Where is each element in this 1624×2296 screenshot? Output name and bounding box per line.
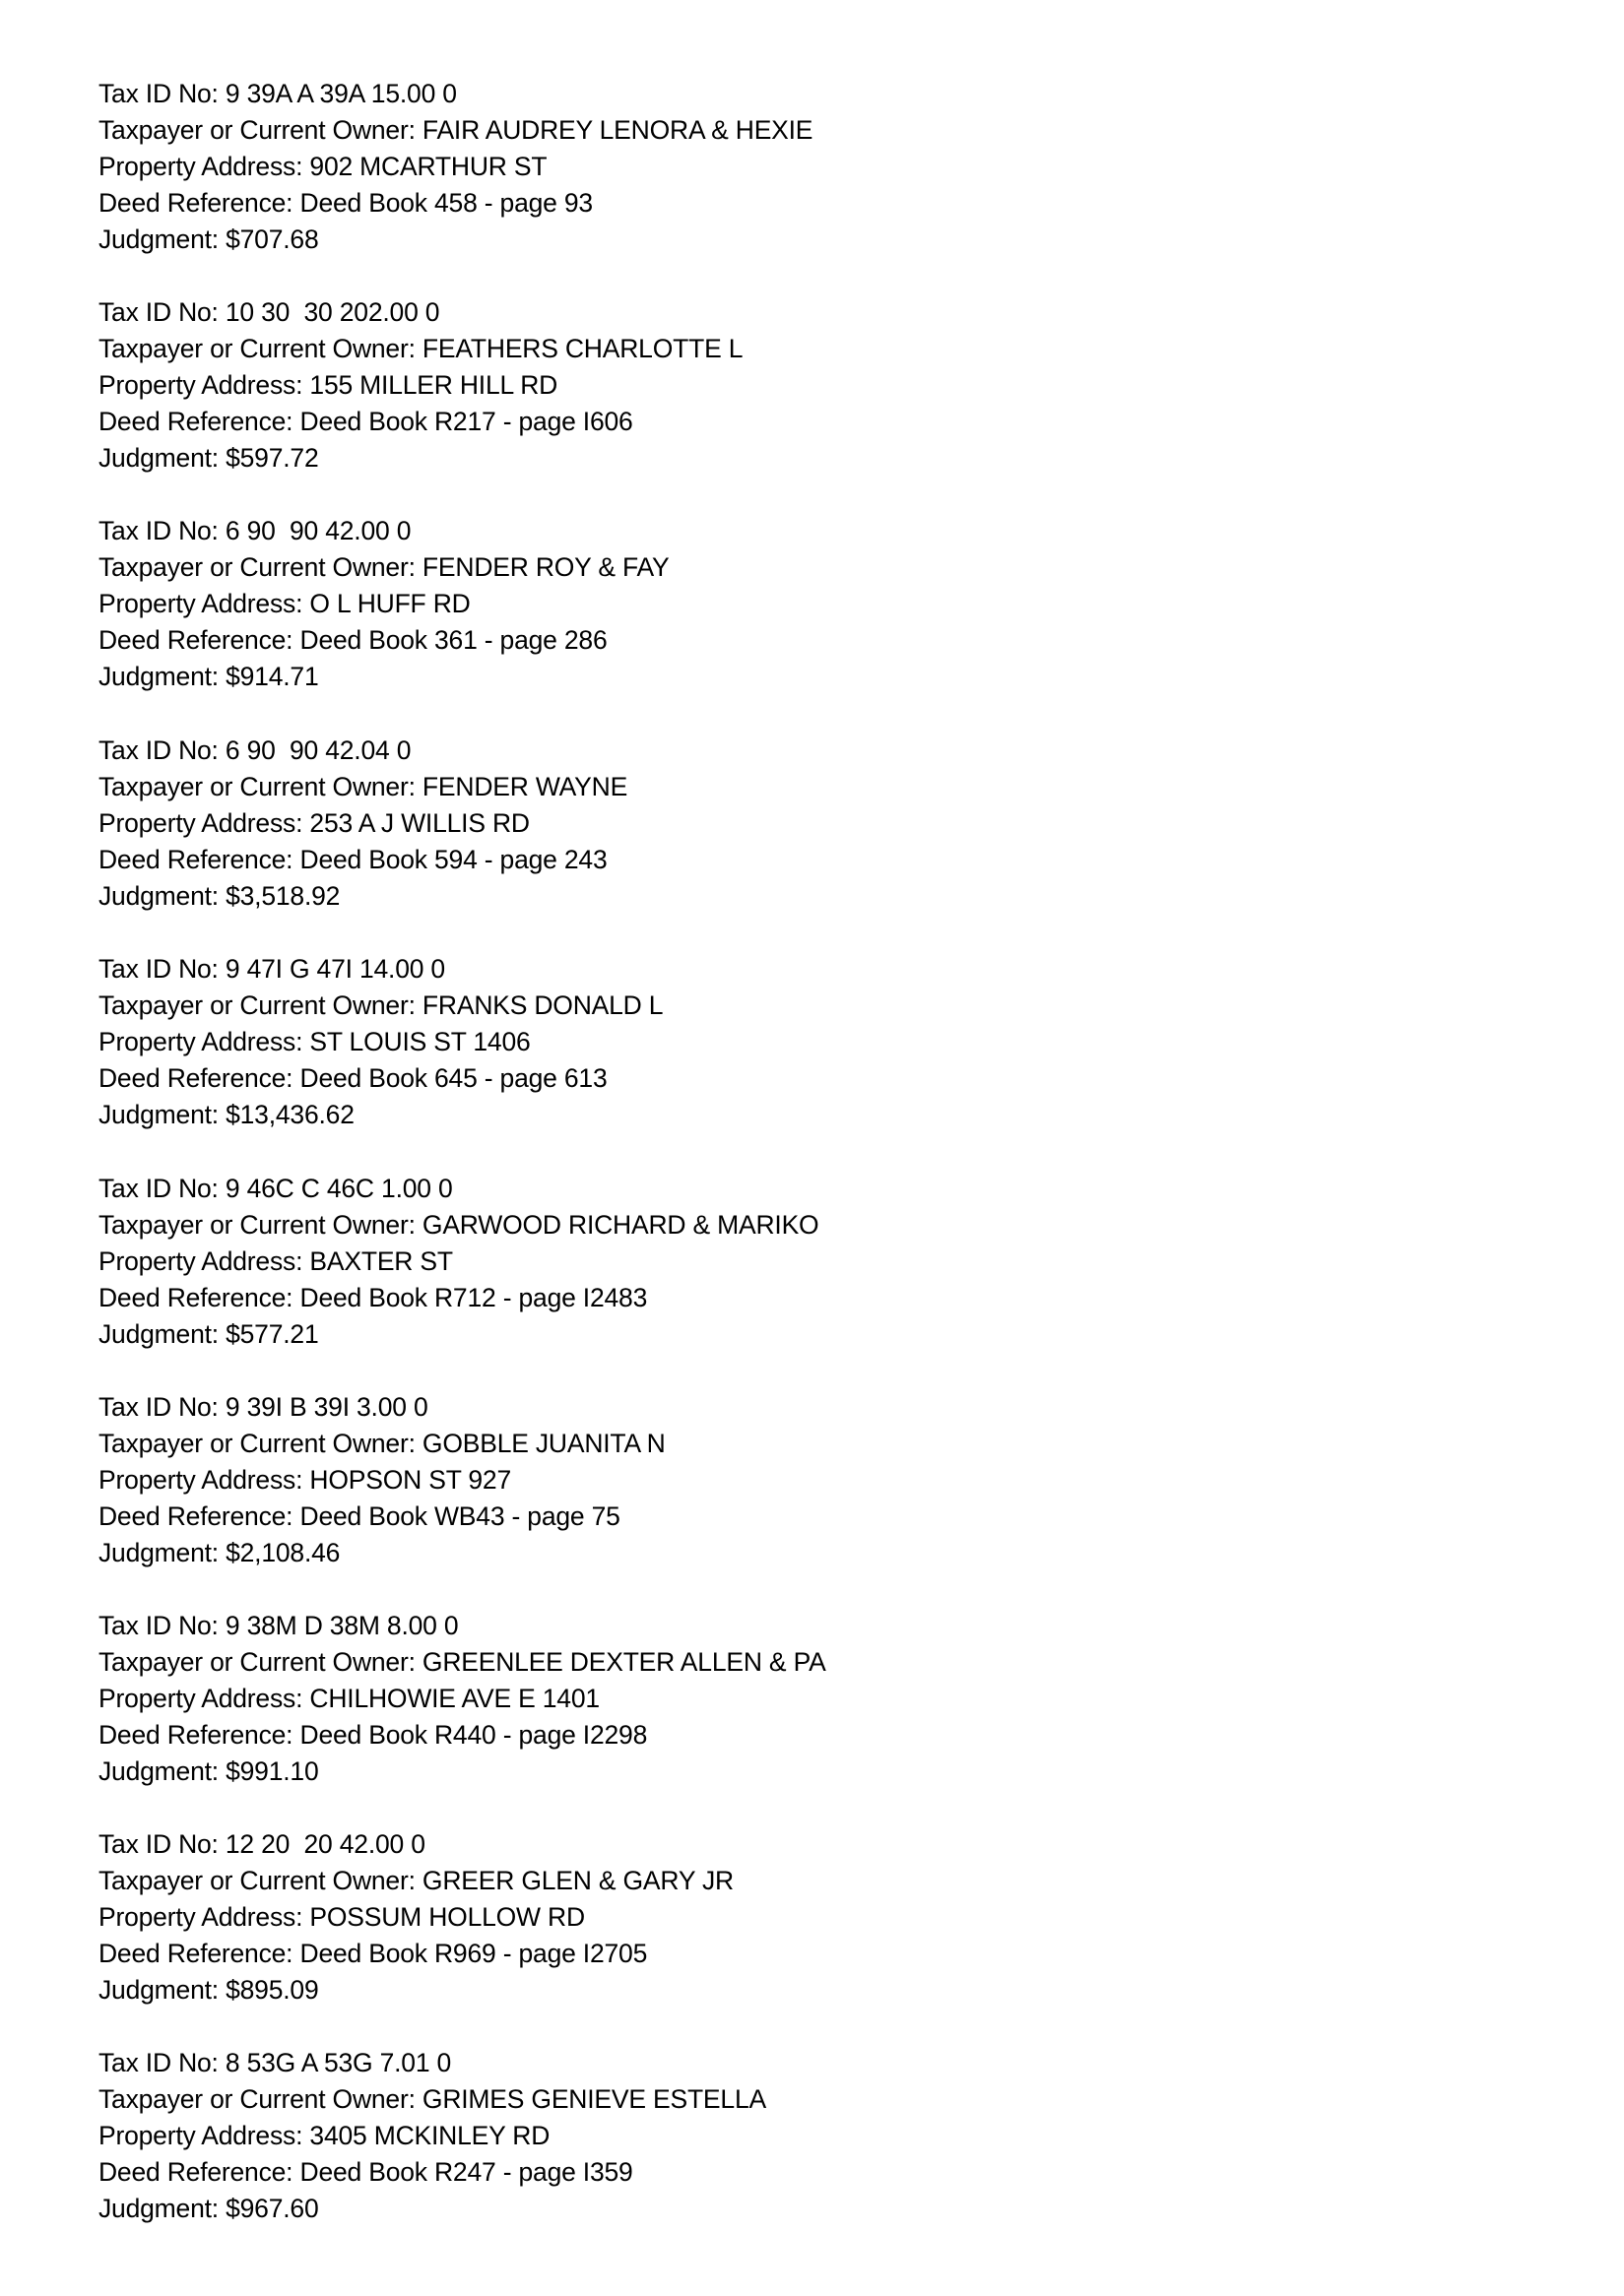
address-label: Property Address: [98,808,310,838]
deed-label: Deed Reference: [98,625,300,655]
address-line [98,367,1477,404]
address-line [98,1244,1477,1280]
address-value: BAXTER ST [309,1246,453,1276]
tax-id-label: Tax ID No: [98,516,226,545]
tax-id-label: Tax ID No: [98,1829,226,1859]
tax-id-value: 9 46C C 46C 1.00 0 [225,1174,453,1203]
tax-id-value: 12 20 20 42.00 0 [225,1829,425,1859]
tax-id-value: 9 38M D 38M 8.00 0 [225,1611,459,1640]
owner-label: Taxpayer or Current Owner: [98,990,422,1020]
judgment-value: $895.09 [226,1975,319,2005]
deed-value: Deed Book R440 - page I2298 [299,1720,648,1750]
address-line [98,805,1477,842]
tax-record [98,1608,1477,1790]
deed-line [98,622,1477,659]
deed-label: Deed Reference: [98,1720,300,1750]
deed-label: Deed Reference: [98,845,300,874]
address-label: Property Address: [98,1246,310,1276]
owner-value: GREENLEE DEXTER ALLEN & PA [422,1647,826,1677]
tax-id-value: 9 39A A 39A 15.00 0 [225,79,457,108]
deed-value: Deed Book R247 - page I359 [299,2157,633,2187]
address-value: HOPSON ST 927 [309,1465,511,1495]
address-value: 253 A J WILLIS RD [309,808,530,838]
judgment-label: Judgment: [98,224,227,254]
tax-id-value: 6 90 90 42.04 0 [225,735,412,765]
owner-label: Taxpayer or Current Owner: [98,334,422,363]
tax-id-value: 10 30 30 202.00 0 [225,297,440,327]
owner-label: Taxpayer or Current Owner: [98,1647,422,1677]
tax-id-value: 8 53G A 53G 7.01 0 [225,2048,452,2077]
tax-id-line [98,951,1477,988]
owner-label: Taxpayer or Current Owner: [98,1210,422,1240]
tax-id-line [98,733,1477,769]
address-label: Property Address: [98,1684,310,1713]
address-line [98,1024,1477,1060]
address-line [98,1462,1477,1499]
address-value: POSSUM HOLLOW RD [309,1902,585,1932]
tax-id-value: 9 47I G 47I 14.00 0 [225,954,445,984]
judgment-label: Judgment: [98,2194,227,2223]
judgment-line [98,1316,1477,1353]
address-value: 902 MCARTHUR ST [309,152,548,181]
judgment-line [98,222,1477,258]
judgment-value: $991.10 [226,1756,319,1786]
owner-value: FAIR AUDREY LENORA & HEXIE [422,115,813,145]
owner-label: Taxpayer or Current Owner: [98,1866,422,1895]
judgment-value: $3,518.92 [226,881,341,911]
tax-record [98,76,1477,258]
judgment-value: $2,108.46 [226,1538,341,1567]
tax-id-label: Tax ID No: [98,1611,226,1640]
tax-id-line [98,1608,1477,1644]
owner-value: FENDER ROY & FAY [422,552,670,582]
deed-line [98,1280,1477,1316]
deed-label: Deed Reference: [98,1283,300,1312]
owner-value: FEATHERS CHARLOTTE L [422,334,744,363]
address-value: 155 MILLER HILL RD [309,370,558,400]
tax-record [98,951,1477,1133]
tax-id-label: Tax ID No: [98,79,226,108]
deed-label: Deed Reference: [98,1939,300,1968]
owner-line [98,769,1477,805]
judgment-line [98,440,1477,477]
deed-value: Deed Book 361 - page 286 [299,625,608,655]
tax-record [98,1171,1477,1353]
address-label: Property Address: [98,1902,310,1932]
tax-record [98,294,1477,477]
deed-label: Deed Reference: [98,1063,300,1093]
judgment-value: $577.21 [226,1319,319,1349]
owner-line [98,2081,1477,2118]
judgment-label: Judgment: [98,1100,227,1129]
tax-record [98,733,1477,915]
judgment-label: Judgment: [98,881,227,911]
deed-label: Deed Reference: [98,407,300,436]
judgment-line [98,1972,1477,2009]
deed-line [98,2154,1477,2191]
judgment-line [98,1535,1477,1571]
owner-value: GRIMES GENIEVE ESTELLA [422,2084,766,2114]
tax-record [98,513,1477,695]
tax-id-label: Tax ID No: [98,735,226,765]
owner-label: Taxpayer or Current Owner: [98,772,422,801]
address-label: Property Address: [98,1027,310,1056]
address-label: Property Address: [98,152,310,181]
deed-line [98,185,1477,222]
tax-id-label: Tax ID No: [98,1392,226,1422]
tax-id-label: Tax ID No: [98,1174,226,1203]
deed-value: Deed Book 645 - page 613 [299,1063,608,1093]
judgment-label: Judgment: [98,1975,227,2005]
address-value: 3405 MCKINLEY RD [309,2121,551,2150]
address-value: ST LOUIS ST 1406 [309,1027,531,1056]
deed-line [98,842,1477,878]
tax-id-label: Tax ID No: [98,2048,226,2077]
address-line [98,1681,1477,1717]
tax-id-line [98,1171,1477,1207]
owner-line [98,1207,1477,1244]
owner-label: Taxpayer or Current Owner: [98,115,422,145]
tax-id-line [98,1389,1477,1426]
judgment-line [98,878,1477,915]
judgment-value: $597.72 [226,443,319,473]
owner-label: Taxpayer or Current Owner: [98,1429,422,1458]
tax-record [98,1826,1477,2009]
deed-line [98,1717,1477,1754]
owner-label: Taxpayer or Current Owner: [98,552,422,582]
address-label: Property Address: [98,2121,310,2150]
deed-value: Deed Book 458 - page 93 [299,188,593,218]
tax-id-value: 9 39I B 39I 3.00 0 [225,1392,428,1422]
deed-value: Deed Book R217 - page I606 [299,407,633,436]
judgment-line [98,1097,1477,1133]
deed-line [98,1936,1477,1972]
deed-line [98,1060,1477,1097]
tax-id-label: Tax ID No: [98,297,226,327]
deed-label: Deed Reference: [98,1501,300,1531]
judgment-value: $707.68 [226,224,319,254]
owner-line [98,988,1477,1024]
tax-id-line [98,294,1477,331]
address-label: Property Address: [98,370,310,400]
address-value: CHILHOWIE AVE E 1401 [309,1684,600,1713]
tax-id-line [98,513,1477,549]
judgment-label: Judgment: [98,1538,227,1567]
owner-value: GREER GLEN & GARY JR [422,1866,734,1895]
owner-value: GARWOOD RICHARD & MARIKO [422,1210,819,1240]
tax-id-label: Tax ID No: [98,954,226,984]
deed-label: Deed Reference: [98,188,300,218]
owner-line [98,1644,1477,1681]
deed-label: Deed Reference: [98,2157,300,2187]
tax-id-value: 6 90 90 42.00 0 [225,516,412,545]
address-value: O L HUFF RD [309,589,471,618]
judgment-line [98,2191,1477,2227]
judgment-label: Judgment: [98,443,227,473]
judgment-value: $914.71 [226,662,319,691]
judgment-value: $967.60 [226,2194,319,2223]
judgment-label: Judgment: [98,1319,227,1349]
tax-id-line [98,1826,1477,1863]
owner-value: GOBBLE JUANITA N [422,1429,666,1458]
owner-line [98,331,1477,367]
deed-value: Deed Book WB43 - page 75 [299,1501,620,1531]
address-label: Property Address: [98,1465,310,1495]
owner-value: FENDER WAYNE [422,772,628,801]
owner-line [98,1426,1477,1462]
judgment-line [98,1754,1477,1790]
owner-value: FRANKS DONALD L [422,990,664,1020]
judgment-line [98,659,1477,695]
owner-line [98,1863,1477,1899]
judgment-label: Judgment: [98,662,227,691]
judgment-label: Judgment: [98,1756,227,1786]
deed-value: Deed Book R969 - page I2705 [299,1939,648,1968]
deed-value: Deed Book 594 - page 243 [299,845,608,874]
deed-value: Deed Book R712 - page I2483 [299,1283,648,1312]
deed-line [98,404,1477,440]
address-line [98,586,1477,622]
tax-id-line [98,2045,1477,2081]
tax-record [98,2045,1477,2227]
deed-line [98,1499,1477,1535]
judgment-value: $13,436.62 [226,1100,355,1129]
address-label: Property Address: [98,589,310,618]
owner-line [98,112,1477,149]
tax-id-line [98,76,1477,112]
address-line [98,2118,1477,2154]
owner-label: Taxpayer or Current Owner: [98,2084,422,2114]
address-line [98,149,1477,185]
owner-line [98,549,1477,586]
tax-record [98,1389,1477,1571]
address-line [98,1899,1477,1936]
